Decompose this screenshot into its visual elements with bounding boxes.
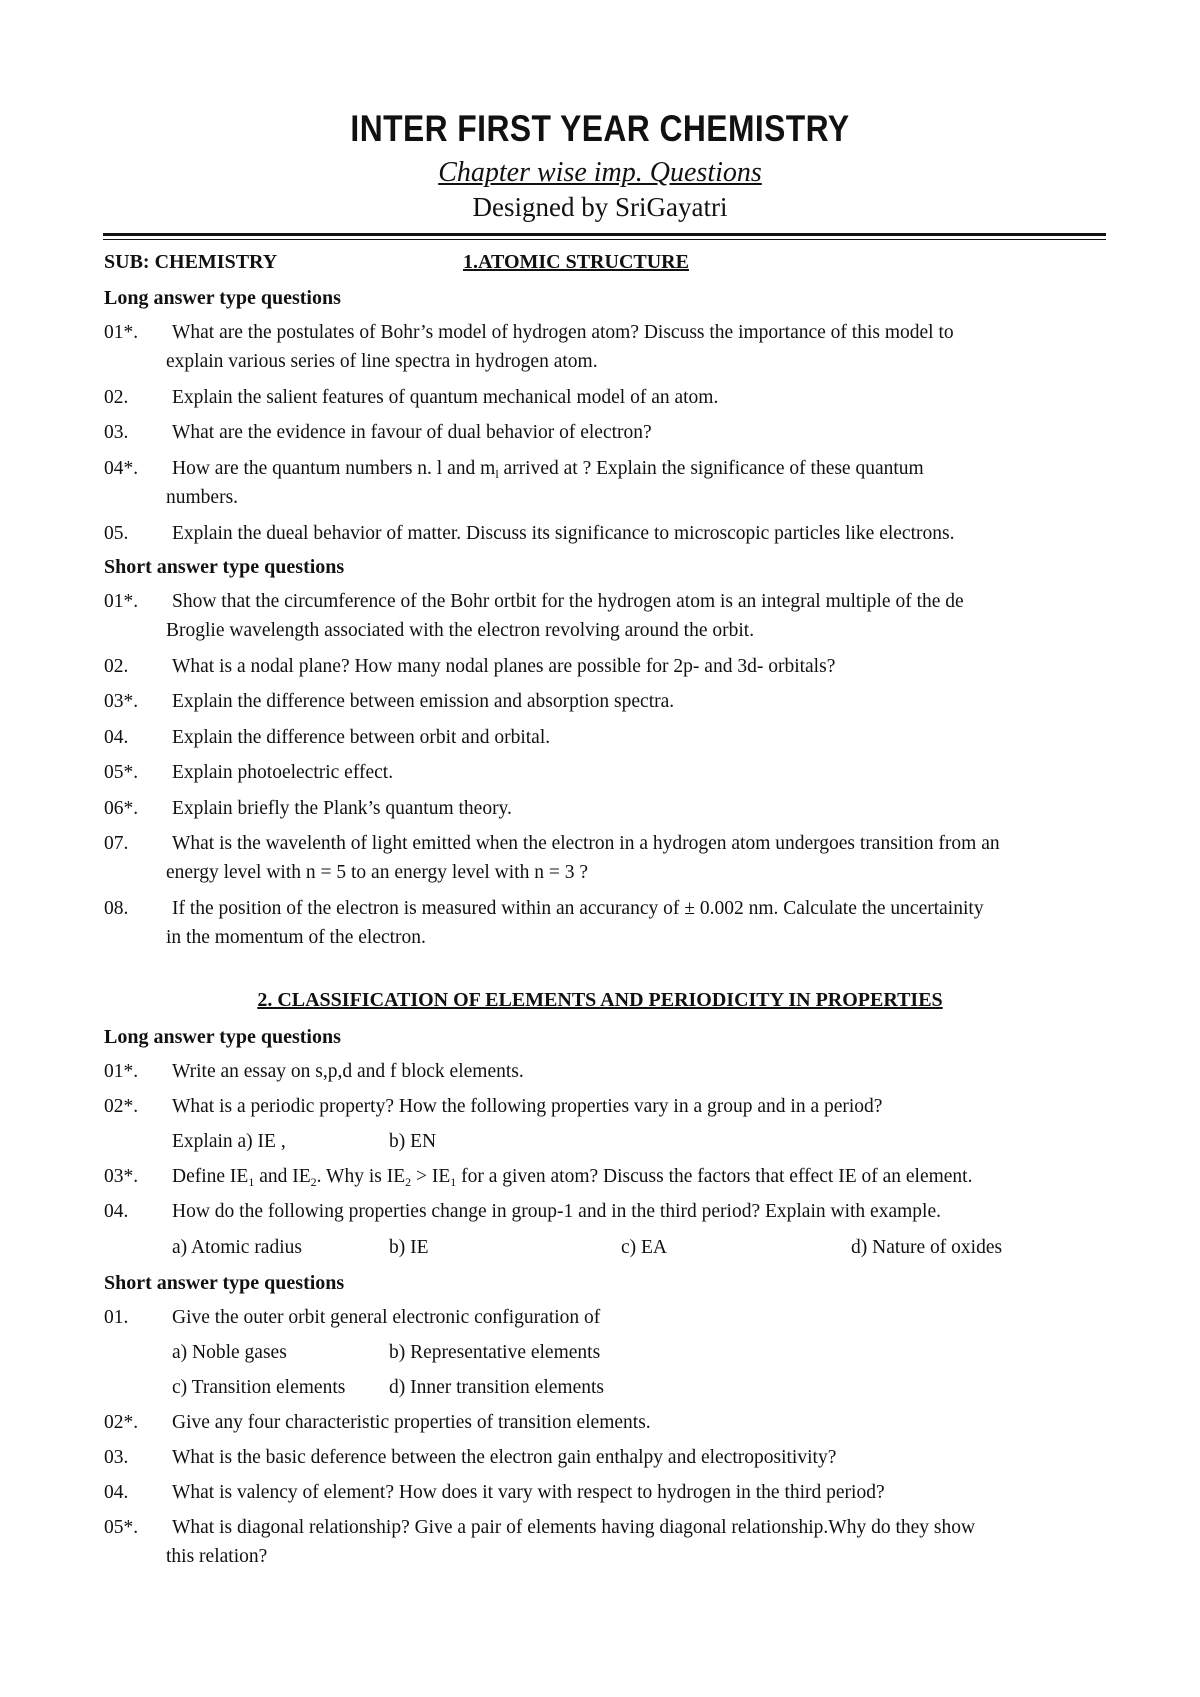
option-text: Explain a) IE , [172, 1131, 286, 1152]
chapter-title: 2. CLASSIFICATION OF ELEMENTS AND PERIODICITY IN PROPERTIES [257, 989, 943, 1011]
header-rule-thin [103, 239, 1106, 240]
question-text: Explain photoelectric effect. [172, 762, 394, 783]
question-text: Explain the dueal behavior of matter. Discuss its significance to microscopic particles like electrons. [172, 523, 955, 544]
question-number: 04. [104, 1482, 129, 1503]
question-text: Give the outer orbit general electronic configuration of [172, 1307, 601, 1328]
question-text: Explain the difference between orbit and orbital. [172, 727, 551, 748]
question-text-continued: energy level with n = 5 to an energy level with n = 3 ? [166, 862, 589, 883]
question-number: 02. [104, 656, 129, 677]
question-number: 07. [104, 833, 129, 854]
question-number: 04. [104, 1201, 129, 1222]
option-text: d) Nature of oxides [851, 1237, 1003, 1258]
question-text: Show that the circumference of the Bohr ortbit for the hydrogen atom is an integral multiple of the de [172, 591, 964, 612]
question-number: 02*. [104, 1412, 139, 1433]
question-text-continued: this relation? [166, 1546, 268, 1567]
question-number: 04*. [104, 458, 139, 479]
section-heading: Short answer type questions [104, 1272, 345, 1294]
section-heading: Short answer type questions [104, 556, 345, 578]
question-text: What are the postulates of Bohr’s model of hydrogen atom? Discuss the importance of this model to [172, 322, 954, 343]
question-number: 03. [104, 422, 129, 443]
document-title: INTER FIRST YEAR CHEMISTRY [350, 108, 850, 149]
option-text: c) Transition elements [172, 1377, 346, 1398]
option-text: d) Inner transition elements [389, 1377, 604, 1398]
question-text: What is the basic deference between the electron gain enthalpy and electropositivity? [172, 1447, 837, 1468]
option-text: b) Representative elements [389, 1342, 601, 1363]
question-text: How do the following properties change in group-1 and in the third period? Explain with example. [172, 1201, 941, 1222]
question-text: Write an essay on s,p,d and f block elements. [172, 1061, 524, 1082]
question-number: 02. [104, 387, 129, 408]
question-text: Define $IE_1$ and $IE_2$. Why is $IE_2 > IE_1$ for a given atom? Discuss the factors that effect IE of an element. [172, 1166, 973, 1189]
question-text: Explain briefly the Plank’s quantum theory. [172, 798, 512, 819]
question-number: 05*. [104, 762, 139, 783]
question-text: What is a periodic property? How the following properties vary in a group and in a period? [172, 1096, 883, 1117]
question-text: What is the wavelenth of light emitted when the electron in a hydrogen atom undergoes transition from an [172, 833, 1000, 854]
section-heading: Long answer type questions [104, 1026, 341, 1048]
question-text: Give any four characteristic properties of transition elements. [172, 1412, 651, 1433]
question-number: 01. [104, 1307, 129, 1328]
question-number: 06*. [104, 798, 139, 819]
option-text: b) EN [389, 1131, 437, 1152]
question-text: What is diagonal relationship? Give a pair of elements having diagonal relationship.Why do they show [172, 1517, 976, 1538]
question-number: 03*. [104, 1166, 139, 1187]
option-text: b) IE [389, 1237, 429, 1258]
chapter-title: 1.ATOMIC STRUCTURE [463, 251, 689, 273]
question-text-continued: in the momentum of the electron. [166, 927, 426, 948]
question-text: What is valency of element? How does it vary with respect to hydrogen in the third period? [172, 1482, 885, 1503]
question-number: 01*. [104, 1061, 139, 1082]
question-text: If the position of the electron is measured within an accurancy of ± 0.002 nm. Calculate the uncertainity [172, 898, 984, 919]
question-number: 01*. [104, 591, 139, 612]
question-number: 03. [104, 1447, 129, 1468]
question-number: 01*. [104, 322, 139, 343]
question-text: What is a nodal plane? How many nodal planes are possible for 2p- and 3d- orbitals? [172, 656, 836, 677]
question-text-continued: numbers. [166, 487, 239, 508]
question-text: How are the quantum numbers n. l and $m_l$ arrived at ? Explain the significance of these quantum [172, 458, 924, 481]
question-number: 03*. [104, 691, 139, 712]
subject-label: SUB: CHEMISTRY [104, 251, 278, 273]
question-number: 02*. [104, 1096, 139, 1117]
question-text: Explain the difference between emission and absorption spectra. [172, 691, 675, 712]
section-heading: Long answer type questions [104, 287, 341, 309]
option-text: a) Atomic radius [172, 1237, 302, 1258]
header-rule-thick [103, 233, 1106, 236]
designed-by: Designed by SriGayatri [472, 192, 728, 222]
question-number: 08. [104, 898, 129, 919]
question-text-continued: explain various series of line spectra in hydrogen atom. [166, 351, 598, 372]
question-number: 04. [104, 727, 129, 748]
question-text: Explain the salient features of quantum mechanical model of an atom. [172, 387, 719, 408]
question-number: 05. [104, 523, 129, 544]
document-subtitle: Chapter wise imp. Questions [438, 157, 762, 188]
question-number: 05*. [104, 1517, 139, 1538]
question-text-continued: Broglie wavelength associated with the electron revolving around the orbit. [166, 620, 755, 641]
option-text: c) EA [621, 1237, 668, 1258]
option-text: a) Noble gases [172, 1342, 287, 1363]
question-text: What are the evidence in favour of dual behavior of electron? [172, 422, 652, 443]
